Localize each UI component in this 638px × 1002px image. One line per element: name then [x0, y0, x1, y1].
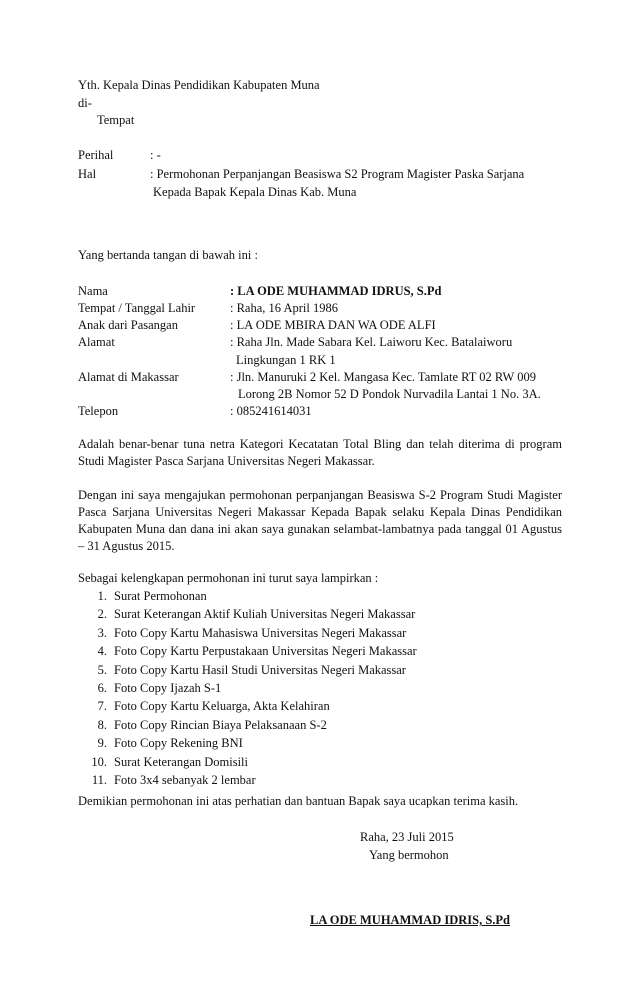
sender-label: Yang bermohon	[369, 848, 449, 862]
recipient-location: Tempat	[97, 113, 135, 127]
parents-value: : LA ODE MBIRA DAN WA ODE ALFI	[230, 318, 436, 332]
recipient-line: Yth. Kepala Dinas Pendidikan Kabupaten Muna	[78, 78, 320, 92]
perihal-label: Perihal	[78, 148, 114, 162]
alamat-value: : Raha Jln. Made Sabara Kel. Laiworu Kec. Batalaiworu	[230, 335, 513, 349]
list-item	[78, 624, 417, 642]
list-item-number: 8.	[97, 717, 107, 732]
list-item-number: 3.	[97, 625, 107, 640]
list-item-text: Foto Copy Kartu Perpustakaan Universitas Negeri Makassar	[114, 644, 417, 659]
list-item-number: 4.	[97, 644, 107, 659]
alamat-makassar-value-continued: Lorong 2B Nomor 52 D Pondok Nurvadila Lantai 1 No. 3A.	[238, 387, 541, 401]
hal-value: : Permohonan Perpanjangan Beasiswa S2 Program Magister Paska Sarjana	[150, 167, 525, 181]
intro-text: Yang bertanda tangan di bawah ini :	[78, 248, 258, 262]
list-item	[78, 661, 417, 679]
list-item-number: 7.	[97, 699, 107, 714]
list-item-number: 1.	[97, 589, 107, 603]
list-item-text: Foto Copy Kartu Hasil Studi Universitas Negeri Makassar	[114, 662, 406, 677]
list-item-number: 2.	[97, 607, 107, 622]
list-item	[78, 697, 417, 715]
list-item-number: 6.	[97, 680, 107, 695]
paragraph-status: Adalah benar-benar tuna netra Kategori Kecatatan Total Bling dan telah diterima di program Studi Magister Pasca Sarjana Universitas Negeri Makassar.	[78, 437, 562, 468]
list-item-text: Foto Copy Rekening BNI	[114, 736, 243, 751]
nama-value: : LA ODE MUHAMMAD IDRUS, S.Pd	[230, 284, 442, 298]
alamat-makassar-label: Alamat di Makassar	[78, 370, 179, 384]
list-item-text: Surat Keterangan Aktif Kuliah Universitas Negeri Makassar	[114, 607, 416, 622]
list-item-text: Foto Copy Rincian Biaya Pelaksanaan S-2	[114, 717, 327, 732]
closing-text: Demikian permohonan ini atas perhatian dan bantuan Bapak saya ucapkan terima kasih.	[78, 794, 519, 808]
list-item-text: Foto Copy Kartu Mahasiswa Universitas Negeri Makassar	[114, 625, 407, 640]
alamat-label: Alamat	[78, 335, 115, 349]
ttl-value: : Raha, 16 April 1986	[230, 301, 338, 315]
telepon-label: Telepon	[78, 404, 119, 418]
list-item	[78, 605, 417, 623]
place-date: Raha, 23 Juli 2015	[360, 830, 454, 844]
attachments-intro: Sebagai kelengkapan permohonan ini turut saya lampirkan :	[78, 571, 379, 585]
list-item	[78, 642, 417, 660]
parents-label: Anak dari Pasangan	[78, 318, 178, 332]
alamat-value-continued: Lingkungan 1 RK 1	[236, 353, 336, 367]
list-item	[78, 753, 417, 771]
telepon-value: : 085241614031	[230, 404, 312, 418]
list-item	[78, 679, 417, 697]
list-item-text: Surat Keterangan Domisili	[114, 754, 248, 769]
ttl-label: Tempat / Tanggal Lahir	[78, 301, 196, 315]
alamat-makassar-value: : Jln. Manuruki 2 Kel. Mangasa Kec. Tamlate RT 02 RW 009	[230, 370, 536, 384]
signature-name: LA ODE MUHAMMAD IDRIS, S.Pd	[310, 913, 511, 927]
attachments-list	[78, 587, 417, 789]
list-item-text: Foto Copy Kartu Keluarga, Akta Kelahiran	[114, 699, 330, 714]
recipient-location-prefix: di-	[78, 96, 92, 110]
list-item	[78, 734, 417, 752]
list-item-text: Foto 3x4 sebanyak 2 lembar	[114, 772, 256, 787]
paragraph-request: Dengan ini saya mengajukan permohonan perpanjangan Beasiswa S-2 Program Studi Magister Pasca Sarjana Universitas Negeri Makassar Kepada Bapak selaku Kepala Dinas Pendidikan Kabupaten Muna dan dana ini akan saya gunakan selambat-lambatnya pada tanggal 01 Agustus – 31 Agustus 2015.	[78, 488, 562, 553]
list-item-number: 9.	[97, 736, 107, 751]
list-item-number: 5.	[97, 662, 107, 677]
list-item	[78, 716, 417, 734]
list-item	[78, 587, 417, 605]
hal-label: Hal	[78, 167, 97, 181]
hal-value-continued: Kepada Bapak Kepala Dinas Kab. Muna	[153, 185, 357, 199]
list-item-text: Foto Copy Ijazah S-1	[114, 680, 222, 695]
list-item-number: 10.	[91, 754, 107, 769]
list-item-number: 11.	[91, 772, 107, 787]
list-item-text: Surat Permohonan	[114, 589, 207, 603]
list-item	[78, 771, 417, 789]
perihal-value: : -	[150, 148, 161, 162]
nama-label: Nama	[78, 284, 108, 298]
